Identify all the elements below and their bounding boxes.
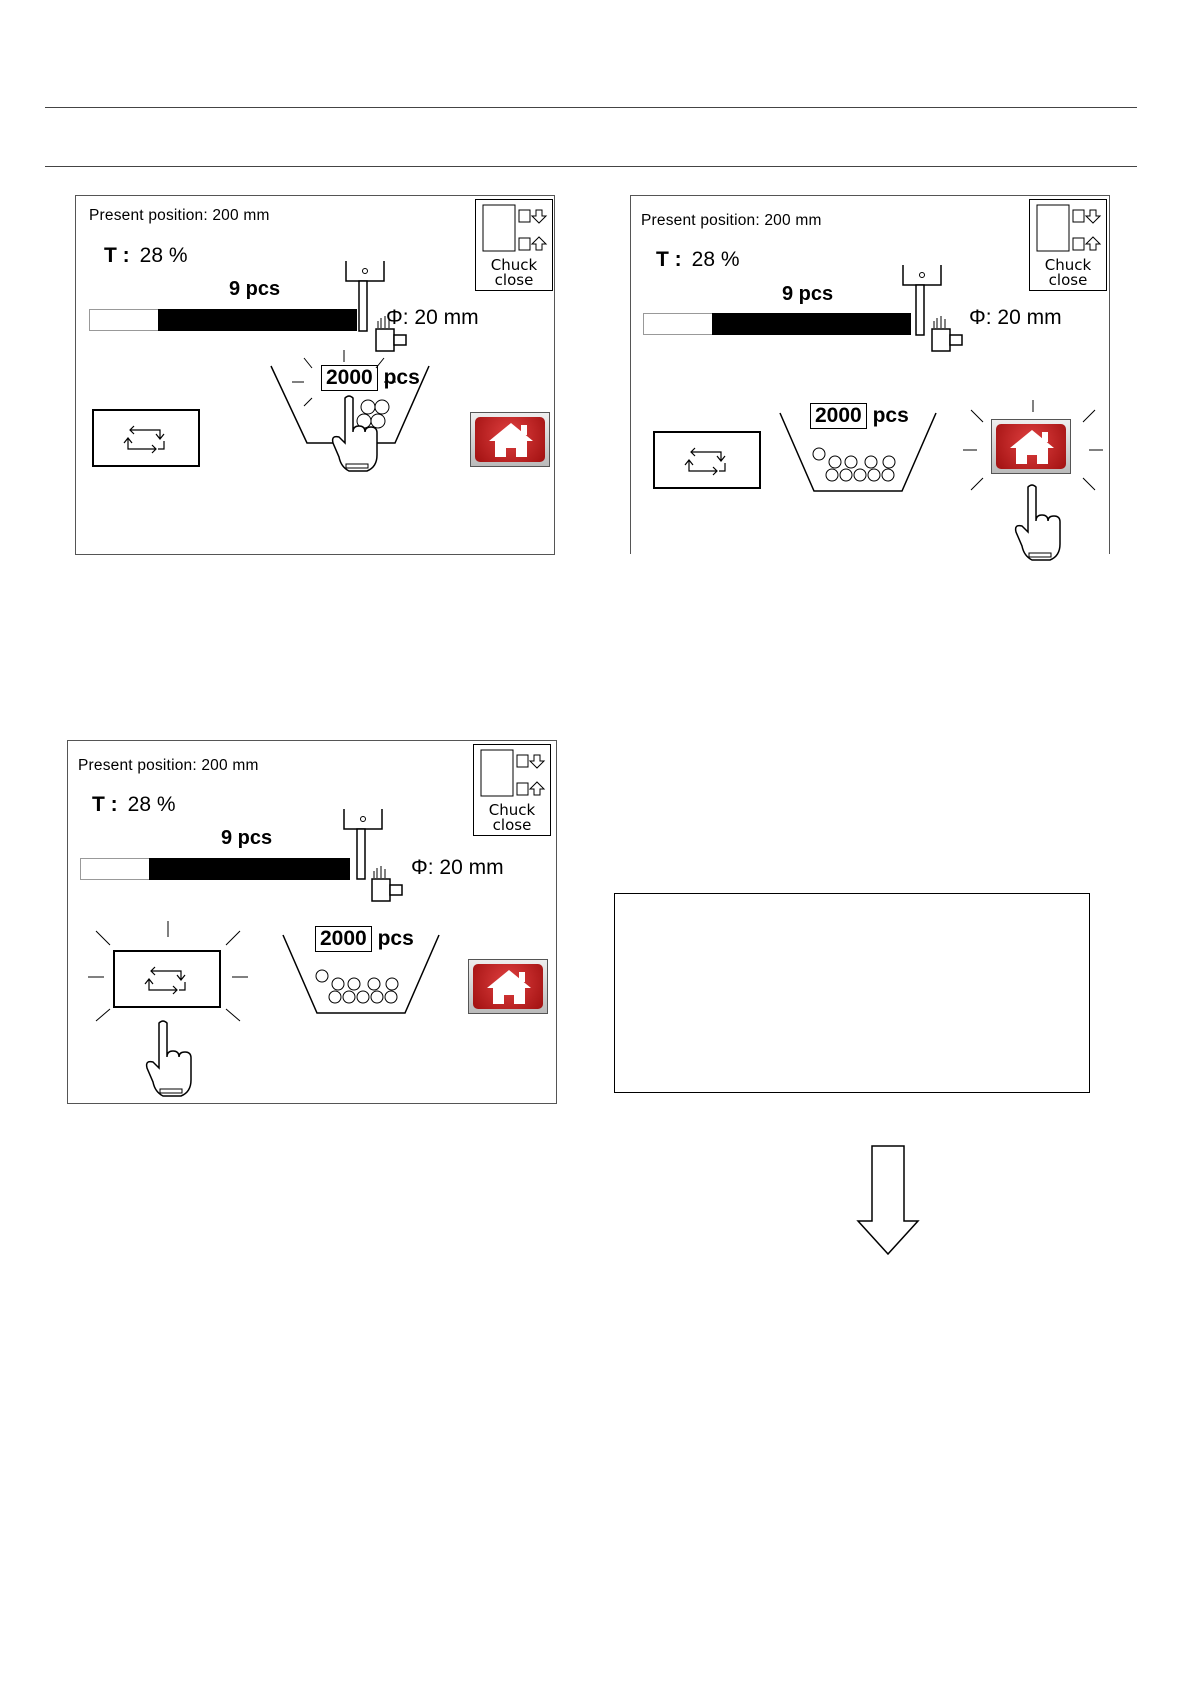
piece-count: 9 pcs	[229, 278, 281, 300]
progress-bar	[80, 858, 350, 880]
present-position-label: Present position: 200 mm	[78, 757, 259, 774]
screen-1-quantity-input	[75, 195, 555, 555]
note-box	[614, 893, 1090, 1093]
screen-2-home-button	[630, 195, 1110, 554]
home-button-face	[475, 417, 545, 462]
t-label: T :	[104, 244, 130, 267]
t-percentage	[656, 248, 740, 272]
present-position-label: Present position: 200 mm	[641, 212, 822, 229]
chuck-label-line2: close	[492, 816, 532, 834]
progress-fill	[712, 313, 912, 335]
screen-3-cycle-button	[67, 740, 557, 1104]
pointing-hand-icon	[334, 394, 380, 468]
pointing-hand-icon	[148, 1019, 194, 1093]
progress-bar	[89, 309, 357, 331]
coolant-icon	[930, 316, 966, 358]
chuck-label-line2: close	[494, 271, 534, 289]
cycle-start-button[interactable]	[653, 431, 761, 489]
target-quantity-input[interactable]: 2000	[315, 926, 372, 952]
t-value: 28 %	[127, 793, 176, 816]
home-button[interactable]	[468, 959, 548, 1014]
home-button[interactable]	[470, 412, 550, 467]
t-value: 28 %	[691, 248, 740, 271]
cycle-icon	[94, 411, 202, 469]
arrow-down-icon	[856, 1144, 926, 1259]
home-button-face	[996, 424, 1066, 469]
home-icon	[475, 417, 547, 464]
chuck-close-button[interactable]	[1029, 199, 1107, 291]
cycle-icon	[655, 433, 763, 491]
chuck-label-line2: close	[1048, 271, 1088, 289]
progress-bar	[643, 313, 911, 335]
target-quantity	[321, 365, 420, 391]
chuck-label-line1: Chuck	[1044, 256, 1092, 274]
chuck-icon	[476, 200, 554, 260]
progress-fill	[149, 858, 350, 880]
diameter-value: Φ: 20 mm	[411, 856, 504, 879]
cycle-start-button[interactable]	[113, 950, 221, 1008]
cycle-icon	[115, 952, 223, 1010]
diameter-value: Φ: 20 mm	[969, 306, 1062, 329]
t-value: 28 %	[139, 244, 188, 267]
chuck-label	[474, 803, 550, 833]
t-label: T :	[92, 793, 118, 816]
target-quantity	[315, 926, 414, 952]
header-rule-top	[45, 107, 1137, 108]
chuck-label-line1: Chuck	[488, 801, 536, 819]
chuck-icon	[474, 745, 552, 805]
chuck-label	[476, 258, 552, 288]
t-percentage	[104, 244, 188, 268]
target-quantity	[810, 403, 909, 429]
cycle-start-button[interactable]	[92, 409, 200, 467]
progress-fill	[158, 309, 358, 331]
coolant-icon	[370, 866, 406, 908]
chuck-label	[1030, 258, 1106, 288]
home-icon	[473, 964, 545, 1011]
target-unit: pcs	[872, 404, 909, 427]
piece-count: 9 pcs	[782, 283, 834, 305]
chuck-close-button[interactable]	[475, 199, 553, 291]
chuck-label-line1: Chuck	[490, 256, 538, 274]
diameter-value: Φ: 20 mm	[386, 306, 479, 329]
home-button-face	[473, 964, 543, 1009]
target-unit: pcs	[383, 366, 420, 389]
present-position-label: Present position: 200 mm	[89, 207, 270, 224]
t-percentage	[92, 793, 176, 817]
target-quantity-input[interactable]: 2000	[321, 365, 378, 391]
header-rule-bottom	[45, 166, 1137, 167]
home-button[interactable]	[991, 419, 1071, 474]
home-icon	[996, 424, 1068, 471]
pointing-hand-icon	[1017, 483, 1063, 557]
t-label: T :	[656, 248, 682, 271]
target-quantity-input[interactable]: 2000	[810, 403, 867, 429]
target-unit: pcs	[377, 927, 414, 950]
piece-count: 9 pcs	[221, 827, 273, 849]
chuck-icon	[1030, 200, 1108, 260]
chuck-close-button[interactable]	[473, 744, 551, 836]
